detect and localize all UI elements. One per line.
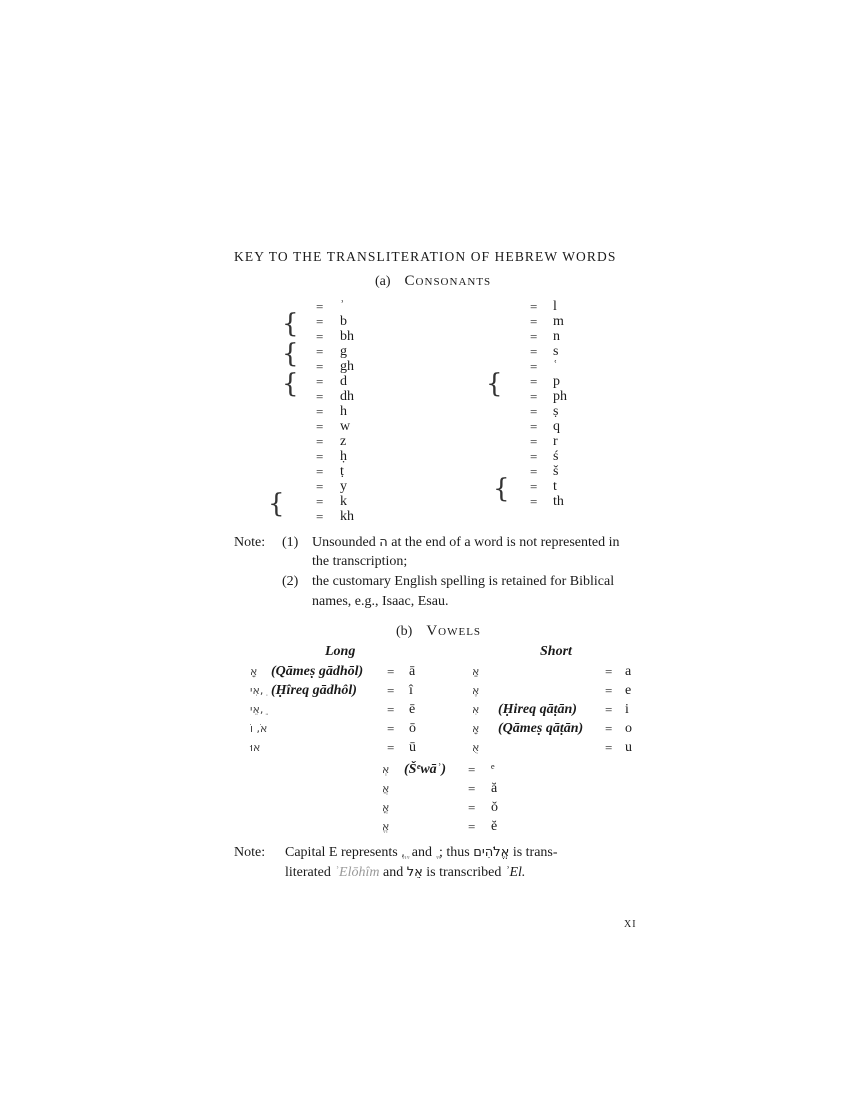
consonant-right-latin-value: s (553, 344, 559, 359)
vowels-title: Vowels (426, 623, 482, 639)
page-number: xi (624, 916, 637, 931)
consonant-right-latin-value: l (553, 299, 557, 314)
consonant-left-equals-sign: = (316, 329, 324, 344)
vowel-sewa-latin-value: ĕ (491, 819, 498, 834)
note2-line2 (285, 863, 525, 883)
vowel-short-equals-sign: = (605, 740, 613, 755)
vowel-short-vowel-mark: אָ (472, 722, 480, 735)
vowels-long-heading: Long (325, 644, 356, 659)
consonant-right-latin-value: ṣ (553, 404, 559, 419)
vowel-short-latin-value: u (625, 740, 632, 755)
consonant-left-equals-sign: = (316, 494, 324, 509)
vowel-short-vowel-mark: אַ (472, 665, 480, 678)
consonant-right-equals-sign: = (530, 434, 538, 449)
consonant-right-latin-value: ś (553, 449, 559, 464)
vowel-sewa-vowel-mark: אְ (382, 763, 390, 776)
vowel-long-vowel-mark: אֵי, ֵ (250, 703, 267, 716)
consonant-left-latin-value: z (340, 434, 347, 449)
consonant-left-latin-value: ṭ (340, 464, 344, 479)
vowel-sewa-equals-sign: = (468, 819, 476, 834)
vowel-long-equals-sign: = (387, 740, 395, 755)
note2-hebrew-el: אֵל (406, 865, 423, 880)
vowel-sewa-equals-sign: = (468, 800, 476, 815)
consonant-right-latin-value: š (553, 464, 559, 479)
brace-k-pair: { (268, 489, 285, 519)
vowels-label: (b) (396, 624, 413, 639)
note2-line1 (285, 843, 558, 863)
consonant-left-equals-sign: = (316, 464, 324, 479)
vowel-short-vowel-name: (Ḥireq qāṭān) (498, 702, 577, 717)
vowel-long-latin-value: î (409, 683, 413, 698)
note2-text-g: is transcribed (426, 865, 502, 880)
brace-b-pair: { (282, 309, 299, 339)
consonant-right-equals-sign: = (530, 359, 538, 374)
vowel-long-latin-value: ē (409, 702, 416, 717)
consonant-left-latin-value: w (340, 419, 351, 434)
note1-he-letter: ה (379, 535, 388, 550)
note1-item1-num: (1) (282, 535, 299, 550)
note2-elohim-translit: ʾElōhîm (334, 865, 380, 880)
note1-label: Note: (234, 535, 266, 550)
vowel-sewa-latin-value: ŏ (491, 800, 498, 815)
consonant-right-equals-sign: = (530, 404, 538, 419)
consonant-left-equals-sign: = (316, 404, 324, 419)
consonant-right-equals-sign: = (530, 314, 538, 329)
note2-marks: ֱ, ֶ (401, 846, 409, 859)
consonant-right-latin-value: r (553, 434, 558, 449)
consonant-left-latin-value: d (340, 374, 347, 389)
vowels-heading (396, 623, 481, 640)
consonant-left-latin-value: h (340, 404, 347, 419)
consonant-left-latin-value: ʾ (340, 299, 345, 314)
consonant-left-latin-value: ḥ (340, 449, 347, 464)
brace-g-pair: { (282, 339, 299, 369)
vowel-long-vowel-name: (Qāmeṣ gādhōl) (271, 664, 364, 679)
consonant-right-latin-value: n (553, 329, 560, 344)
note2-text-c: ; thus (438, 845, 470, 860)
vowel-sewa-vowel-mark: אֳ (382, 801, 390, 814)
vowel-short-equals-sign: = (605, 683, 613, 698)
vowel-sewa-latin-value: ᵉ (491, 762, 495, 777)
vowel-long-latin-value: ā (409, 664, 416, 679)
brace-d-pair: { (282, 369, 299, 399)
consonant-left-equals-sign: = (316, 374, 324, 389)
consonant-left-equals-sign: = (316, 344, 324, 359)
vowels-short-heading: Short (540, 644, 572, 659)
vowel-sewa-equals-sign: = (468, 781, 476, 796)
consonants-title: Consonants (404, 273, 492, 289)
consonant-left-latin-value: dh (340, 389, 354, 404)
consonant-left-latin-value: g (340, 344, 347, 359)
vowel-long-latin-value: ō (409, 721, 416, 736)
consonant-right-equals-sign: = (530, 449, 538, 464)
note1-item2-line1: the customary English spelling is retained for Biblical (312, 574, 615, 589)
vowel-sewa-latin-value: ă (491, 781, 498, 796)
consonant-right-equals-sign: = (530, 299, 538, 314)
consonant-left-latin-value: b (340, 314, 347, 329)
consonant-right-latin-value: p (553, 374, 560, 389)
vowel-sewa-vowel-mark: אֱ (382, 820, 390, 833)
consonant-left-equals-sign: = (316, 419, 324, 434)
note1-item1-line2: the transcription; (312, 554, 408, 569)
vowel-short-equals-sign: = (605, 721, 613, 736)
page-title: KEY TO THE TRANSLITERATION OF HEBREW WORDS (234, 249, 617, 264)
brace-p-pair: { (486, 369, 503, 399)
note2-text-f: and (382, 865, 404, 880)
note2-hebrew-elohim: אֱלֹהִים (473, 845, 510, 860)
consonant-right-equals-sign: = (530, 374, 538, 389)
note2-text-e: literated (285, 865, 331, 880)
vowel-short-latin-value: i (625, 702, 629, 717)
consonant-left-equals-sign: = (316, 299, 324, 314)
vowel-short-latin-value: o (625, 721, 632, 736)
note2-el-translit: ʾEl. (504, 865, 526, 880)
note1-item1-line1 (312, 533, 620, 553)
consonant-left-latin-value: gh (340, 359, 354, 374)
vowel-long-vowel-mark: אוּ (250, 741, 261, 754)
vowel-short-vowel-mark: אֶ (472, 684, 480, 697)
consonant-left-equals-sign: = (316, 479, 324, 494)
note1-item1-text-b: at the end of a word is not represented in (391, 535, 620, 550)
vowel-short-vowel-mark: אֻ (472, 741, 480, 754)
vowel-long-equals-sign: = (387, 664, 395, 679)
consonant-left-latin-value: kh (340, 509, 354, 524)
consonant-right-latin-value: th (553, 494, 564, 509)
consonant-left-equals-sign: = (316, 434, 324, 449)
vowel-short-latin-value: e (625, 683, 632, 698)
consonant-right-equals-sign: = (530, 494, 538, 509)
vowel-long-vowel-mark: אֹ, וֹ (250, 722, 268, 735)
consonant-right-equals-sign: = (530, 419, 538, 434)
note2-label: Note: (234, 845, 266, 860)
vowel-long-equals-sign: = (387, 683, 395, 698)
vowel-short-equals-sign: = (605, 702, 613, 717)
consonant-right-equals-sign: = (530, 389, 538, 404)
consonant-right-equals-sign: = (530, 329, 538, 344)
consonant-left-latin-value: bh (340, 329, 354, 344)
consonant-left-equals-sign: = (316, 359, 324, 374)
consonant-left-equals-sign: = (316, 449, 324, 464)
brace-t-pair: { (493, 474, 510, 504)
note1-item2-num: (2) (282, 574, 299, 589)
vowel-long-vowel-mark: אִי, ִ (250, 684, 267, 697)
consonant-right-equals-sign: = (530, 479, 538, 494)
note1-item1-text-a: Unsounded (312, 535, 376, 550)
vowel-long-equals-sign: = (387, 702, 395, 717)
consonant-right-latin-value: t (553, 479, 557, 494)
vowel-short-equals-sign: = (605, 664, 613, 679)
consonant-right-latin-value: m (553, 314, 564, 329)
note2-text-a: Capital E represents (285, 845, 398, 860)
vowel-long-equals-sign: = (387, 721, 395, 736)
vowel-short-vowel-name: (Qāmeṣ qāṭān) (498, 721, 584, 736)
consonant-left-latin-value: k (340, 494, 347, 509)
consonant-right-latin-value: q (553, 419, 560, 434)
vowel-sewa-vowel-name: (Šᵉwāʾ) (404, 762, 446, 777)
vowel-long-vowel-name: (Ḥîreq gādhôl) (271, 683, 357, 698)
consonants-label: (a) (375, 274, 391, 289)
consonant-right-equals-sign: = (530, 464, 538, 479)
consonant-left-equals-sign: = (316, 389, 324, 404)
consonant-left-equals-sign: = (316, 509, 324, 524)
note2-text-d: is trans- (512, 845, 558, 860)
consonants-heading (375, 273, 491, 290)
consonant-right-latin-value: ʿ (553, 359, 558, 374)
consonant-right-latin-value: ph (553, 389, 567, 404)
vowel-sewa-vowel-mark: אֲ (382, 782, 390, 795)
consonant-left-latin-value: y (340, 479, 347, 494)
consonant-left-equals-sign: = (316, 314, 324, 329)
vowel-short-latin-value: a (625, 664, 632, 679)
vowel-sewa-equals-sign: = (468, 762, 476, 777)
consonant-right-equals-sign: = (530, 344, 538, 359)
vowel-long-vowel-mark: אָ (250, 665, 258, 678)
vowel-long-latin-value: ū (409, 740, 416, 755)
note2-text-b: and (411, 845, 432, 860)
vowel-short-vowel-mark: אִ (472, 703, 480, 716)
note1-item2-line2: names, e.g., Isaac, Esau. (312, 594, 449, 609)
